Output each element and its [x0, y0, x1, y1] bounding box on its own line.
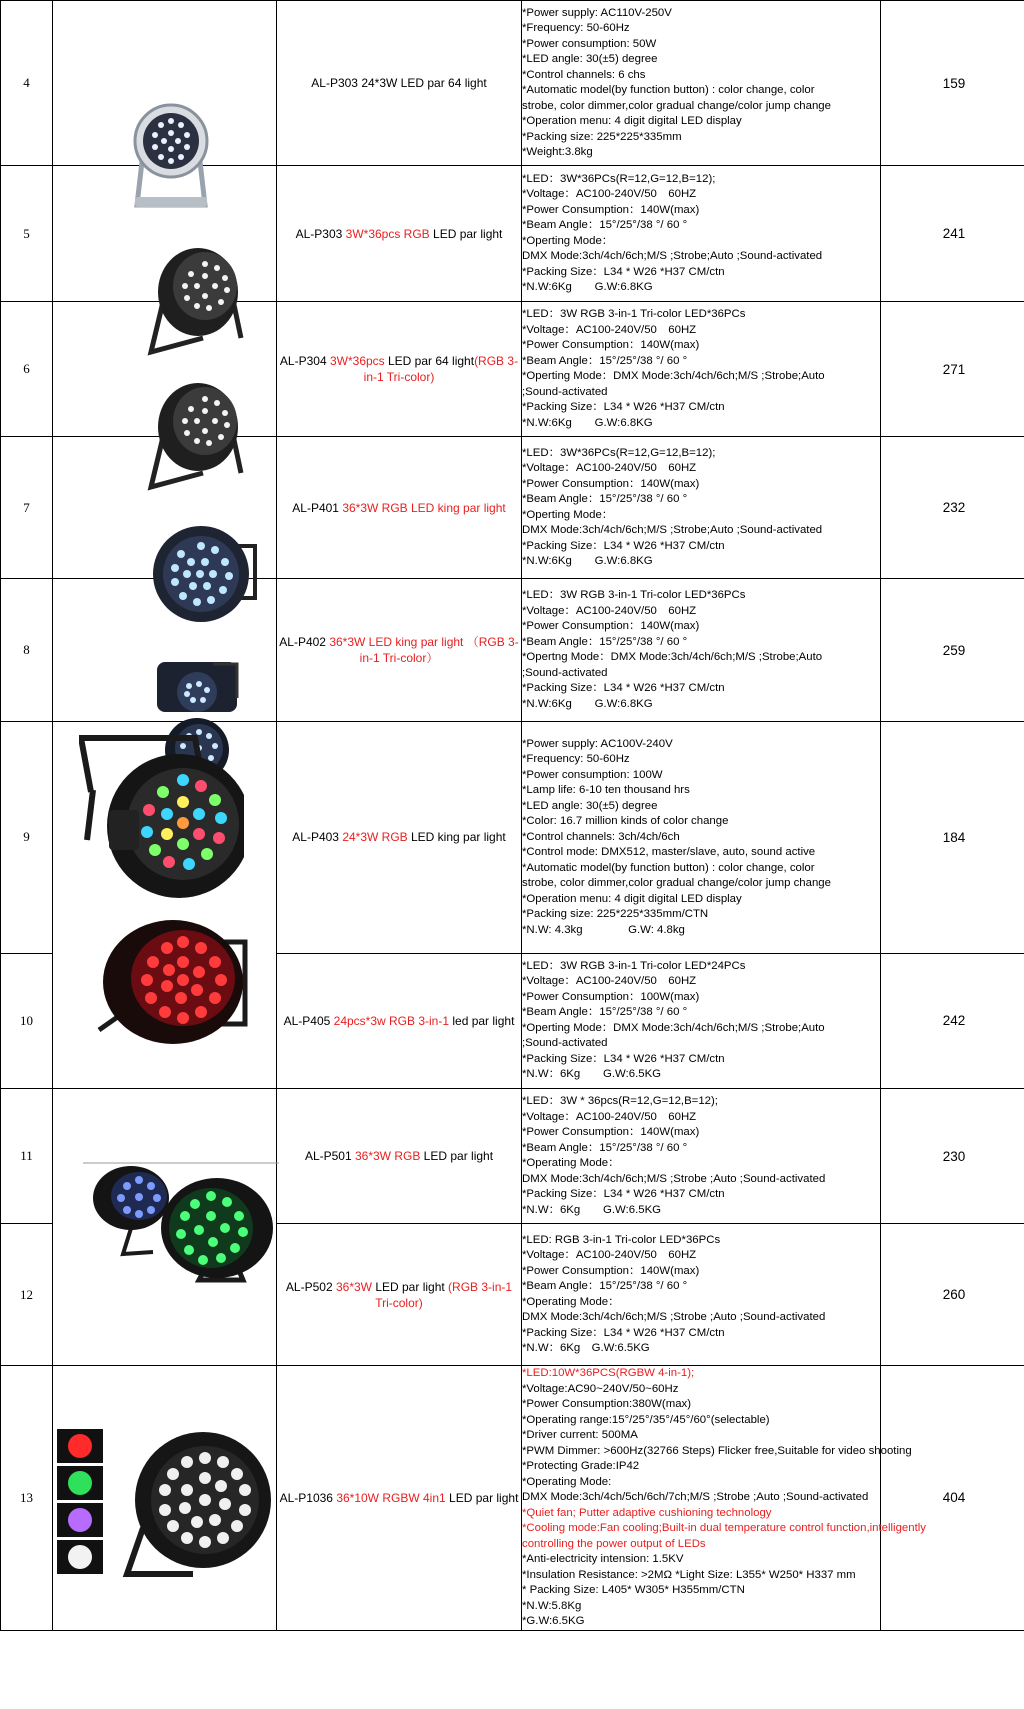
- spec-line: *Opertng Mode：DMX Mode:3ch/4ch/6ch;M/S ;Strobe;Auto: [522, 651, 823, 663]
- price: 230: [881, 1089, 1024, 1224]
- spec-line: *LED：3W RGB 3-in-1 Tri-color LED*36PCs: [522, 589, 746, 601]
- model-code: AL-P401: [292, 500, 339, 515]
- spec-line: *N.W:6Kg G.W:6.8KG: [522, 416, 653, 429]
- spec-line: *Insulation Resistance: >2MΩ *Light Size: L355* W250* H337 mm: [522, 1568, 856, 1581]
- row-number: 8: [1, 579, 53, 722]
- product-name: [277, 1089, 522, 1224]
- name-part: (RGB 3-in-1 Tri-color): [375, 1279, 513, 1310]
- spec-line: *Automatic model(by function button) : color change, color: [522, 861, 815, 874]
- product-name: [277, 953, 522, 1088]
- spec-line: *Operting Mode：: [522, 234, 614, 247]
- spec-line: *Voltage：AC100-240V/50 60HZ: [522, 975, 697, 988]
- spec-line: *Power Consumption：140W(max): [522, 620, 700, 632]
- price: 271: [881, 302, 1024, 437]
- spec-cell: [522, 437, 881, 579]
- name-part: 36*3W LED king par light （RGB 3-in-1 Tri-color）: [329, 635, 519, 665]
- spec-line: *Power supply: AC110V-250V: [522, 6, 672, 19]
- product-image-cell: [53, 1366, 277, 1631]
- spec-line: *Voltage：AC100-240V/50 60HZ: [522, 462, 697, 474]
- row-number: 7: [1, 437, 53, 579]
- spec-line: *Lamp life: 6-10 ten thousand hrs: [522, 784, 690, 797]
- price: 404: [881, 1366, 1024, 1631]
- spec-line: *Beam Angle：15°/25°/38 °/ 60 °: [522, 1280, 688, 1292]
- spec-line: *Power Consumption：140W(max): [522, 203, 700, 216]
- spec-line: *G.W:6.5KG: [522, 1615, 585, 1627]
- spec-line: *Frequency: 50-60Hz: [522, 753, 630, 766]
- model-code: AL-P403: [292, 830, 339, 845]
- spec-line: *LED angle: 30(±5) degree: [522, 53, 658, 65]
- spec-line: *Beam Angle：15°/25°/38 °/ 60 °: [522, 635, 688, 648]
- product-name: [277, 437, 522, 579]
- spec-line: *Beam Angle：15°/25°/38 °/ 60 °: [522, 1141, 688, 1154]
- spec-line: *Power Consumption：140W(max): [522, 1126, 700, 1138]
- spec-line: *Operating Mode:: [522, 1475, 612, 1488]
- model-code: AL-P304: [279, 354, 327, 368]
- model-code: AL-P402: [279, 635, 326, 649]
- spec-line: *Automatic model(by function button) : color change, color: [522, 84, 815, 96]
- row-number: 4: [1, 1, 53, 166]
- row-number: 9: [1, 722, 53, 954]
- spec-line: controlling the power output of LEDs: [522, 1537, 706, 1550]
- spec-line: *Beam Angle：15°/25°/38 °/ 60 °: [522, 354, 688, 367]
- product-name: [277, 1366, 522, 1631]
- spec-cell: [522, 1366, 926, 1631]
- spec-line: *Voltage：AC100-240V/50 60HZ: [522, 1110, 697, 1123]
- name-part: 24*3W LED par 64 light: [361, 76, 487, 90]
- spec-line: *LED angle: 30(±5) degree: [522, 799, 658, 812]
- spec-line: *N.W:6Kg G.W:6.8KG: [522, 555, 653, 567]
- spec-line: *Operating range:15°/25°/35°/45°/60°(selectable): [522, 1413, 770, 1426]
- spec-line: ;Sound-activated: [522, 666, 608, 679]
- name-part: 24*3W RGB: [342, 830, 408, 845]
- name-part: 36*10W RGBW 4in1: [336, 1490, 446, 1505]
- name-part: 36*3W RGB: [354, 1149, 421, 1163]
- par-light-image: [143, 377, 253, 497]
- row-number: 5: [1, 166, 53, 302]
- spec-line: *Packing Size：L34 * W26 *H37 CM/ctn: [522, 1052, 725, 1065]
- spec-line: *Color: 16.7 million kinds of color change: [522, 815, 729, 828]
- spec-line: *Weight:3.8kg: [522, 146, 593, 158]
- price: 184: [881, 722, 1024, 954]
- name-part: 36*3W RGB LED king par light: [342, 500, 506, 515]
- spec-line: *Operting Mode：DMX Mode:3ch/4ch/6ch;M/S ;Strobe;Auto: [522, 1021, 825, 1034]
- price: 259: [881, 579, 1024, 722]
- spec-line: *Packing Size：L34 * W26 *H37 CM/ctn: [522, 539, 725, 552]
- table-row: [1, 722, 1024, 954]
- spec-line: *Quiet fan; Putter adaptive cushioning technology: [522, 1506, 772, 1519]
- par-light-image: [131, 97, 211, 209]
- spec-line: *Power supply: AC100V-240V: [522, 737, 673, 750]
- spec-line: strobe, color dimmer,color gradual change/color jump change: [522, 877, 831, 890]
- spec-cell: [522, 579, 881, 722]
- spec-line: *Operating Mode：: [522, 1295, 620, 1308]
- spec-line: *Power Consumption：140W(max): [522, 477, 700, 490]
- spec-line: *LED: RGB 3-in-1 Tri-color LED*36PCs: [522, 1233, 721, 1246]
- spec-line: DMX Mode:3ch/4ch/6ch;M/S ;Strobe;Auto ;Sound-activated: [522, 250, 823, 262]
- price: 232: [881, 437, 1024, 579]
- model-code: AL-P303: [311, 76, 358, 90]
- model-code: AL-P405: [283, 1013, 331, 1028]
- model-code: AL-P1036: [279, 1490, 333, 1505]
- par-light-pair-image: [83, 1164, 279, 1284]
- par-light-image: [143, 242, 253, 362]
- table-row: [1, 1366, 1024, 1631]
- name-part: LED king par light: [407, 830, 506, 845]
- king-par-light-rgb-image: [79, 730, 244, 910]
- spec-line: *Control mode: DMX512, master/slave, auto, sound active: [522, 846, 816, 859]
- product-image-cell: [53, 722, 277, 1089]
- spec-line: *Power Consumption：140W(max): [522, 1264, 700, 1277]
- spec-line: *Protecting Grade:IP42: [522, 1460, 640, 1472]
- name-part: led par light: [449, 1013, 515, 1028]
- product-name: [277, 1224, 522, 1366]
- row-number: 10: [1, 953, 53, 1088]
- spec-line: *N.W：6Kg G.W:6.5KG: [522, 1203, 662, 1216]
- spec-line: *Operating Mode：: [522, 1157, 620, 1169]
- spec-line: strobe, color dimmer,color gradual change/color jump change: [522, 99, 831, 112]
- spec-line: *LED：3W RGB 3-in-1 Tri-color LED*24PCs: [522, 959, 746, 972]
- spec-line: *Operting Mode：: [522, 508, 614, 521]
- spec-cell: [522, 1, 881, 166]
- model-code: AL-P502: [285, 1279, 333, 1294]
- product-name: [277, 579, 522, 722]
- spec-line: *N.W:6Kg G.W:6.8KG: [522, 697, 653, 710]
- rgbw-par-light-image: [113, 1424, 271, 1584]
- spec-line: DMX Mode:3ch/4ch/6ch;M/S ;Strobe;Auto ;Sound-activated: [522, 524, 823, 536]
- spec-line: *Packing Size：L34 * W26 *H37 CM/ctn: [522, 265, 725, 278]
- spec-line: *LED：3W RGB 3-in-1 Tri-color LED*36PCs: [522, 308, 746, 320]
- spec-line: *Beam Angle：15°/25°/38 °/ 60 °: [522, 1006, 688, 1019]
- price: 159: [881, 1, 1024, 166]
- king-par-light-image: [151, 518, 261, 630]
- row-number: 6: [1, 302, 53, 437]
- spec-cell: [522, 1224, 881, 1366]
- spec-line: *LED:10W*36PCS(RGBW 4-in-1);: [522, 1367, 695, 1379]
- name-part: 36*3W: [335, 1279, 372, 1294]
- spec-line: *Packing Size：L34 * W26 *H37 CM/ctn: [522, 401, 725, 413]
- spec-line: *Voltage:AC90~240V/50~60Hz: [522, 1382, 679, 1395]
- name-part: LED par light: [420, 1149, 494, 1163]
- price: 260: [881, 1224, 1024, 1366]
- name-part: 3W*36pcs: [329, 354, 385, 368]
- spec-line: *Operation menu: 4 digit digital LED display: [522, 892, 742, 905]
- spec-line: *LED：3W * 36pcs(R=12,G=12,B=12);: [522, 1095, 718, 1107]
- spec-cell: [522, 722, 881, 954]
- spec-line: *Power Consumption：100W(max): [522, 990, 700, 1003]
- product-name: [277, 166, 522, 302]
- name-part: LED par 64 light: [384, 354, 475, 368]
- row-number: 13: [1, 1366, 53, 1631]
- spec-line: ;Sound-activated: [522, 385, 608, 398]
- spec-line: *Packing Size：L34 * W26 *H37 CM/ctn: [522, 1326, 725, 1339]
- name-part: LED par light: [445, 1490, 519, 1505]
- spec-line: *Control channels: 3ch/4ch/6ch: [522, 830, 680, 843]
- spec-line: *Operation menu: 4 digit digital LED display: [522, 115, 742, 127]
- spec-line: *Beam Angle：15°/25°/38 °/ 60 °: [522, 493, 688, 505]
- spec-line: *Voltage：AC100-240V/50 60HZ: [522, 604, 697, 617]
- spec-line: *Control channels: 6 chs: [522, 68, 646, 81]
- spec-line: *Packing size: 225*225*335mm/CTN: [522, 908, 709, 921]
- spec-line: *N.W：6Kg G.W:6.5KG: [522, 1342, 650, 1354]
- table-row: [1, 1089, 1024, 1224]
- table-row: [1, 1, 1024, 166]
- name-part: (RGB 3-in-1 Tri-color): [363, 354, 519, 384]
- spec-line: *Driver current: 500MA: [522, 1429, 638, 1441]
- spec-line: *N.W：6Kg G.W:6.5KG: [522, 1068, 662, 1081]
- spec-line: *Voltage：AC100-240V/50 60HZ: [522, 188, 697, 200]
- spec-line: * Packing Size: L405* W305* H355mm/CTN: [522, 1584, 745, 1596]
- spec-line: *PWM Dimmer: >600Hz(32766 Steps) Flicker free,Suitable for video shooting: [522, 1444, 912, 1457]
- spec-line: *Packing Size：L34 * W26 *H37 CM/ctn: [522, 1188, 725, 1200]
- row-number: 12: [1, 1224, 53, 1366]
- product-name: [277, 722, 522, 954]
- spec-line: *Power consumption: 50W: [522, 37, 657, 50]
- name-part: 3W*36pcs RGB: [345, 226, 430, 241]
- spec-line: *LED：3W*36PCs(R=12,G=12,B=12);: [522, 172, 716, 185]
- spec-line: *Power Consumption：140W(max): [522, 339, 700, 351]
- spec-line: *Anti-electricity intension: 1.5KV: [522, 1553, 684, 1565]
- spec-line: *Cooling mode:Fan cooling;Built-in dual temperature control function,intelligently: [522, 1522, 926, 1534]
- product-image-cell: [53, 1, 277, 166]
- spec-line: *LED：3W*36PCs(R=12,G=12,B=12);: [522, 446, 716, 459]
- product-name: [277, 302, 522, 437]
- spec-line: *N.W:5.8Kg: [522, 1599, 582, 1612]
- spec-line: *Beam Angle：15°/25°/38 °/ 60 °: [522, 219, 688, 231]
- spec-line: ;Sound-activated: [522, 1037, 608, 1050]
- spec-line: *N.W: 4.3kg G.W: 4.8kg: [522, 923, 685, 936]
- price: 242: [881, 953, 1024, 1088]
- spec-cell: [522, 302, 881, 437]
- spec-cell: [522, 953, 881, 1088]
- spec-line: *Voltage：AC100-240V/50 60HZ: [522, 323, 697, 336]
- spec-line: DMX Mode:3ch/4ch/6ch;M/S ;Strobe ;Auto ;Sound-activated: [522, 1311, 826, 1323]
- product-name: [277, 1, 522, 166]
- spec-cell: [522, 166, 881, 302]
- spec-line: *Power consumption: 100W: [522, 768, 663, 781]
- spec-line: *Operting Mode：DMX Mode:3ch/4ch/6ch;M/S ;Strobe;Auto: [522, 370, 825, 382]
- name-part: LED par light: [372, 1279, 449, 1294]
- spec-line: *Frequency: 50-60Hz: [522, 22, 630, 34]
- spec-cell: [522, 1089, 881, 1224]
- spec-line: *Voltage：AC100-240V/50 60HZ: [522, 1249, 697, 1261]
- row-number: 11: [1, 1089, 53, 1224]
- spec-line: *Packing size: 225*225*335mm: [522, 130, 682, 143]
- spec-line: DMX Mode:3ch/4ch/5ch/6ch/7ch;M/S ;Strobe ;Auto ;Sound-activated: [522, 1491, 869, 1503]
- name-part: 24pcs*3w RGB 3-in-1: [333, 1013, 450, 1028]
- color-thumbnails-image: [57, 1429, 103, 1575]
- model-code: AL-P501: [304, 1149, 352, 1163]
- name-part: LED par light: [429, 226, 503, 241]
- spec-line: *Packing Size：L34 * W26 *H37 CM/ctn: [522, 682, 725, 694]
- product-image-cell: [53, 1089, 277, 1366]
- model-code: AL-P303: [295, 226, 343, 241]
- spec-line: *Power Consumption:380W(max): [522, 1398, 692, 1410]
- spec-line: DMX Mode:3ch/4ch/6ch;M/S ;Strobe ;Auto ;Sound-activated: [522, 1172, 826, 1185]
- price: 241: [881, 166, 1024, 302]
- spec-line: *N.W:6Kg G.W:6.8KG: [522, 281, 653, 293]
- king-par-light-red-image: [89, 912, 259, 1052]
